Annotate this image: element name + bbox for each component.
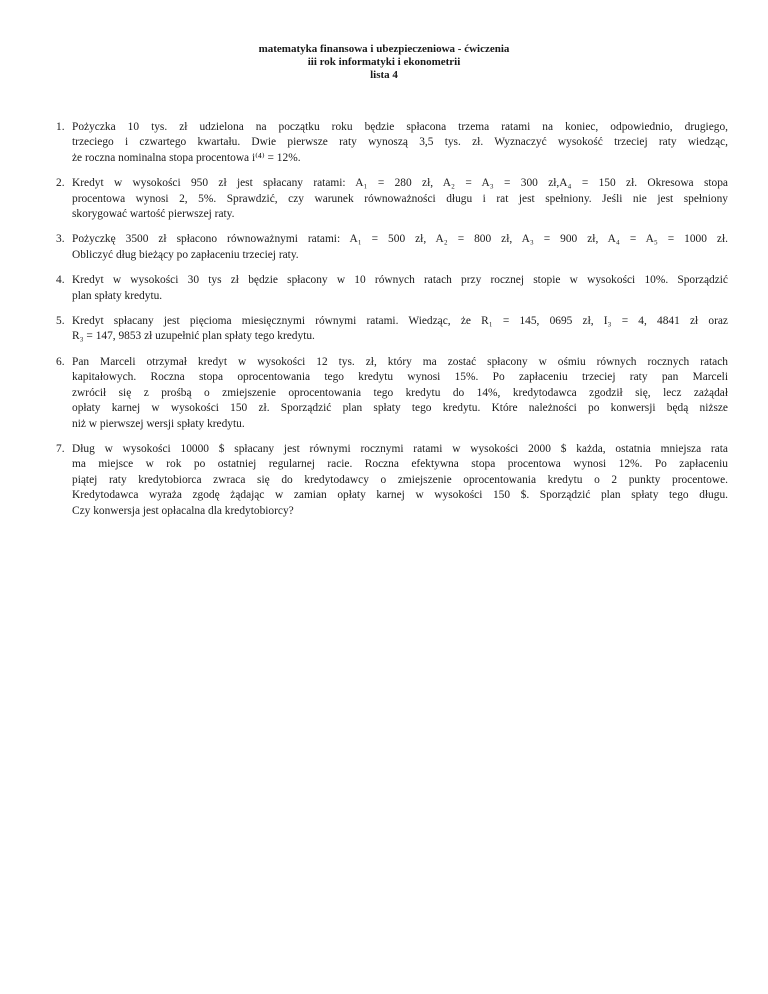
- problem-line: Pożyczka 10 tys. zł udzielona na początku roku będzie spłacona trzema ratami na koniec, odpowiednio, drugiego,: [72, 121, 728, 133]
- problem-number: 1.: [56, 121, 65, 133]
- problem-line: zwrócił się z prośbą o zmiejszenie oprocentowania tego kredytu do 14%, kredytodawca zgodził się, lecz zażądał: [72, 386, 728, 399]
- problem-line: Kredyt w wysokości 950 zł jest spłacany ratami: A₁ = 280 zł, A₂ = A₃ = 300 zł,A₄ = 150 zł. Okresowa stopa: [72, 177, 728, 190]
- problem-number: 3.: [56, 233, 65, 246]
- problem-line: Kredyt spłacany jest pięcioma miesięcznymi równymi ratami. Wiedząc, że R₁ = 145, 0695 zł, I₃ = 4, 4841 zł oraz: [72, 315, 728, 328]
- problem-number: 5.: [56, 315, 65, 328]
- problem-text: [72, 120, 728, 166]
- document-header: [0, 43, 768, 82]
- problem-line: Kredyt w wysokości 30 tys zł będzie spłacony w 10 równych ratach przy rocznej stopie w wysokości 10%. Sporządzić: [72, 274, 728, 287]
- problem-number: 6.: [56, 355, 65, 368]
- problem-line: niż w pierwszej wersji spłaty kredytu.: [72, 417, 245, 430]
- problem-line: Pożyczkę 3500 zł spłacono równoważnymi ratami: A₁ = 500 zł, A₂ = 800 zł, A₃ = 900 zł, A₄ = A₅ = 1000 zł.: [72, 233, 728, 246]
- problem-line: skorygować wartość pierwszej raty.: [72, 208, 235, 221]
- problem-line: plan spłaty kredytu.: [72, 289, 163, 302]
- problem-item: [46, 120, 728, 166]
- problem-line: piątej raty kredytobiorca zwraca się do kredytodawcy o zmiejszenie oprocentowania kredytu o 2 punkty procentowe.: [72, 473, 728, 486]
- problem-item: [46, 176, 728, 222]
- course-subtitle: iii rok informatyki i ekonometrii: [307, 56, 461, 68]
- problem-text: [72, 176, 728, 222]
- problem-line: ma miejsce w rok po ostatniej regularnej racie. Roczna efektywna stopa procentowa wynosi 12%. Po zapłaceniu: [72, 458, 728, 471]
- problem-item: [46, 355, 728, 432]
- problem-line: kapitałowych. Roczna stopa oprocentowania tego kredytu wynosi 15%. Po zapłaceniu trzeciej raty pan Marceli: [72, 371, 728, 384]
- problem-number: 4.: [56, 274, 65, 287]
- list-title: lista 4: [370, 69, 398, 81]
- problem-item: [46, 232, 728, 263]
- problem-line: trzeciego i czwartego kwartału. Dwie pierwsze raty wynoszą 3,5 tys. zł. Wyznaczyć wysokość trzeciej raty wiedząc,: [72, 136, 728, 149]
- problem-line: że roczna nominalna stopa procentowa i⁽⁴⁾ = 12%.: [72, 151, 301, 164]
- problem-item: [46, 314, 728, 345]
- problem-list: [46, 120, 728, 529]
- problem-line: Obliczyć dług bieżący po zapłaceniu trzeciej raty.: [72, 248, 299, 261]
- problem-text: [72, 442, 728, 519]
- problem-line: Dług w wysokości 10000 $ spłacany jest równymi rocznymi ratami w wysokości 2000 $ każda, ostatnia mniejsza rata: [72, 442, 728, 455]
- problem-item: [46, 273, 728, 304]
- problem-number: 2.: [56, 177, 65, 190]
- problem-item: [46, 442, 728, 519]
- problem-line: R₃ = 147, 9853 zł uzupełnić plan spłaty tego kredytu.: [72, 330, 315, 343]
- problem-text: [72, 314, 728, 345]
- problem-line: Kredytodawca wyraża zgodę żądając w zamian opłaty karnej w wysokości 150 $. Sporządzić plan spłaty tego długu.: [72, 489, 728, 502]
- course-title: matematyka finansowa i ubezpieczeniowa - ćwiczenia: [258, 43, 510, 55]
- problem-text: [72, 232, 728, 263]
- problem-line: procentowa wynosi 2, 5%. Sprawdzić, czy warunek równoważności długu i rat jest spełniony. Jeśli nie jest spełniony: [72, 192, 728, 205]
- problem-text: [72, 355, 728, 432]
- problem-number: 7.: [56, 442, 65, 455]
- problem-line: Czy konwersja jest opłacalna dla kredytobiorcy?: [72, 504, 294, 517]
- problem-line: opłaty karnej w wysokości 150 zł. Sporządzić plan spłaty tego kredytu. Które należności po konwersji będą niższe: [72, 402, 728, 415]
- problem-text: [72, 273, 728, 304]
- problem-line: Pan Marceli otrzymał kredyt w wysokości 12 tys. zł, który ma zostać spłacony w ośmiu równych rocznych ratach: [72, 355, 728, 368]
